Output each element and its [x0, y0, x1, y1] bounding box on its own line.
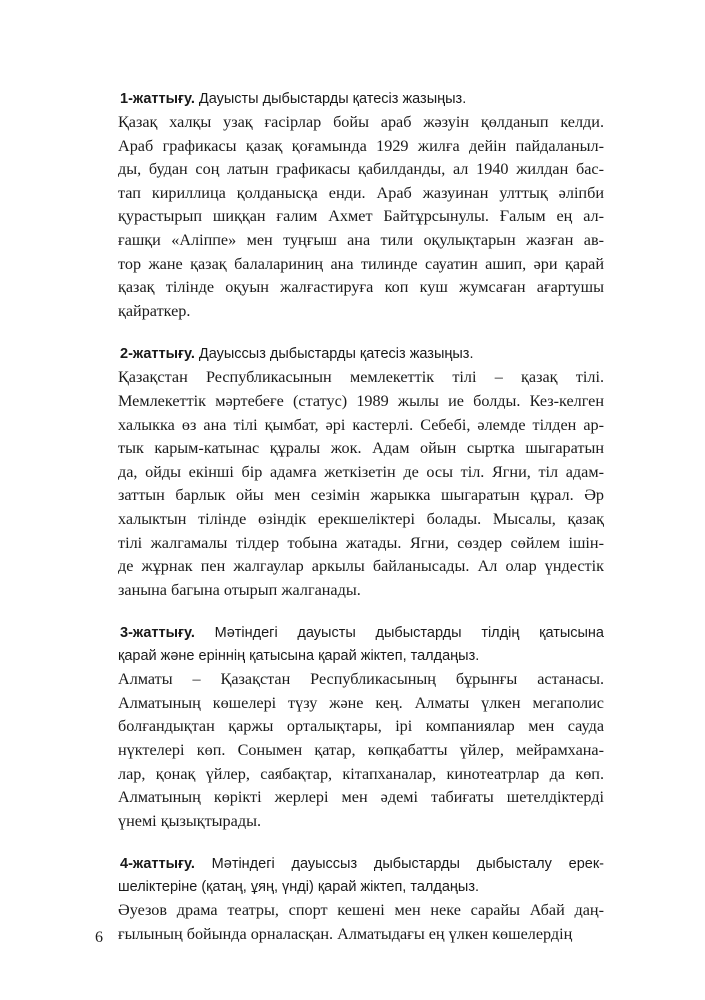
text-line: қайраткер. — [118, 301, 191, 320]
exercise-number: 1-жаттығу. — [120, 91, 195, 107]
exercise-text — [118, 899, 604, 946]
exercise-heading — [118, 88, 604, 111]
exercise-1 — [118, 88, 604, 323]
exercise-number: 4-жаттығу. — [120, 856, 195, 873]
heading-text: қарай және еріннің қатысына қарай жіктеп, талдаңыз. — [118, 648, 480, 665]
text-line: Қазақ халқы узақ ғасірлар бойы араб жәзуін қөлданып келди. — [118, 113, 604, 131]
text-line: нүктелері көп. Сонымен қатар, көпқабатты үйлер, мейрамхана- — [118, 741, 604, 760]
exercise-text — [118, 366, 604, 602]
heading-line — [118, 622, 604, 645]
heading-line — [118, 343, 604, 366]
heading-line — [118, 853, 604, 876]
text-line: ғылының бойында орналасқан. Алматыдағы ең үлкен көшелердің — [118, 925, 573, 944]
text-line: үнемі қызықтырады. — [118, 811, 261, 830]
text-line: қазақ тілінде оқуын жалғастируға коп куш жумсаған ағартушы — [118, 278, 604, 297]
page-number: 6 — [95, 929, 103, 946]
text-line: Мемлекеттік мәртебеғе (статус) 1989 жылы ие болды. Кез-келген — [118, 391, 604, 410]
heading-line — [118, 876, 604, 899]
text-line: Араб графикасы қазақ қоғамында 1929 жилға дейін пайдаланыл- — [118, 136, 604, 155]
text-line: болғандықтан қаржы орталықтары, ірі компаниялар мен сауда — [118, 717, 604, 736]
text-line: ғашқи «Аліппе» мен туңғыш ана тили оқулықтарын жазған ав- — [118, 230, 604, 249]
text-line: Әуезов драма театры, спорт кешені мен неке сарайы Абай даң- — [118, 901, 604, 920]
heading-text: Дауыссыз дыбыстарды қатесіз жазыңыз. — [198, 346, 474, 363]
heading-line — [118, 88, 604, 111]
heading-line — [118, 645, 604, 668]
text-line: занына багына отырып жалганады. — [118, 580, 361, 599]
text-line: Қазақстан Республикасынын мемлекеттік тілі – қазақ тілі. — [118, 368, 604, 387]
text-line: тап кириллица қолданысқа енди. Араб жазуинан улттық әліпби — [118, 183, 604, 202]
text-line: лар, қонақ үйлер, саябақтар, кітапханалар, кинотеатрлар да көп. — [118, 764, 604, 783]
text-line: ды, будан соң латын графикасы қабилданды, ал 1940 жилдан бас- — [118, 160, 604, 179]
text-line: тык карым-катынас құралы жок. Адам ойын сыртка шыгаратын — [118, 439, 604, 458]
heading-text: шеліктеріне (қатаң, ұяң, үнді) қарай жіктеп, талдаңыз. — [118, 879, 479, 896]
text-line: Алматының көрікті жерлері мен әдемі табиғаты шетелдіктерді — [118, 788, 604, 807]
text-line: халыктын тілінде өзіндік ерекшеліктері болады. Мысалы, қазақ — [118, 509, 604, 528]
exercise-number: 2-жаттығу. — [120, 346, 195, 363]
document-page — [118, 88, 604, 967]
text-line: Алматы – Қазақстан Республикасының бұрынғы астанасы. — [118, 670, 604, 689]
exercise-text — [118, 111, 604, 323]
text-line: қурастырып шиққан ғалим Ахмет Байтұрсынулы. Ғалым ең ал- — [118, 207, 604, 226]
exercise-number: 3-жаттығу. — [120, 625, 195, 642]
heading-text: Мәтіндегі дауыссыз дыбыстарды дыбысталу ерек- — [211, 856, 605, 873]
exercise-heading — [118, 622, 604, 668]
text-line: Алматының көшелері түзу және кең. Алматы үлкен мегаполис — [118, 693, 604, 712]
text-line: тілі жалгамалы тілдер тобына жатады. Ягни, сөздер сөйлем ішін- — [118, 533, 604, 552]
text-line: халыкка өз ана тілі қымбат, әрі кастерлі. Себебі, әлемде тілден ар- — [118, 415, 604, 434]
exercise-3 — [118, 622, 604, 833]
text-line: де жұрнак пен жалгаулар аркылы байланысады. Ал олар үндестік — [118, 557, 604, 576]
heading-text: Дауысты дыбыстарды қатесіз жазыңыз. — [198, 91, 467, 107]
exercise-text — [118, 668, 604, 833]
heading-text: Мәтіндегі дауысты дыбыстарды тілдің қатысына — [214, 625, 604, 642]
text-line: заттын барлык ойы мен сезімін жарыкка шыгаратын құрал. Әр — [118, 486, 604, 505]
exercise-heading — [118, 853, 604, 899]
exercise-2 — [118, 343, 604, 602]
exercise-4 — [118, 853, 604, 946]
text-line: да, ойды екінші бір адамға жеткізетін де осы тіл. Ягни, тіл адам- — [118, 462, 604, 481]
exercise-heading — [118, 343, 604, 366]
text-line: тор жане қазақ балалариниң ана тилинде сауатин ашип, әри қарай — [118, 254, 604, 273]
